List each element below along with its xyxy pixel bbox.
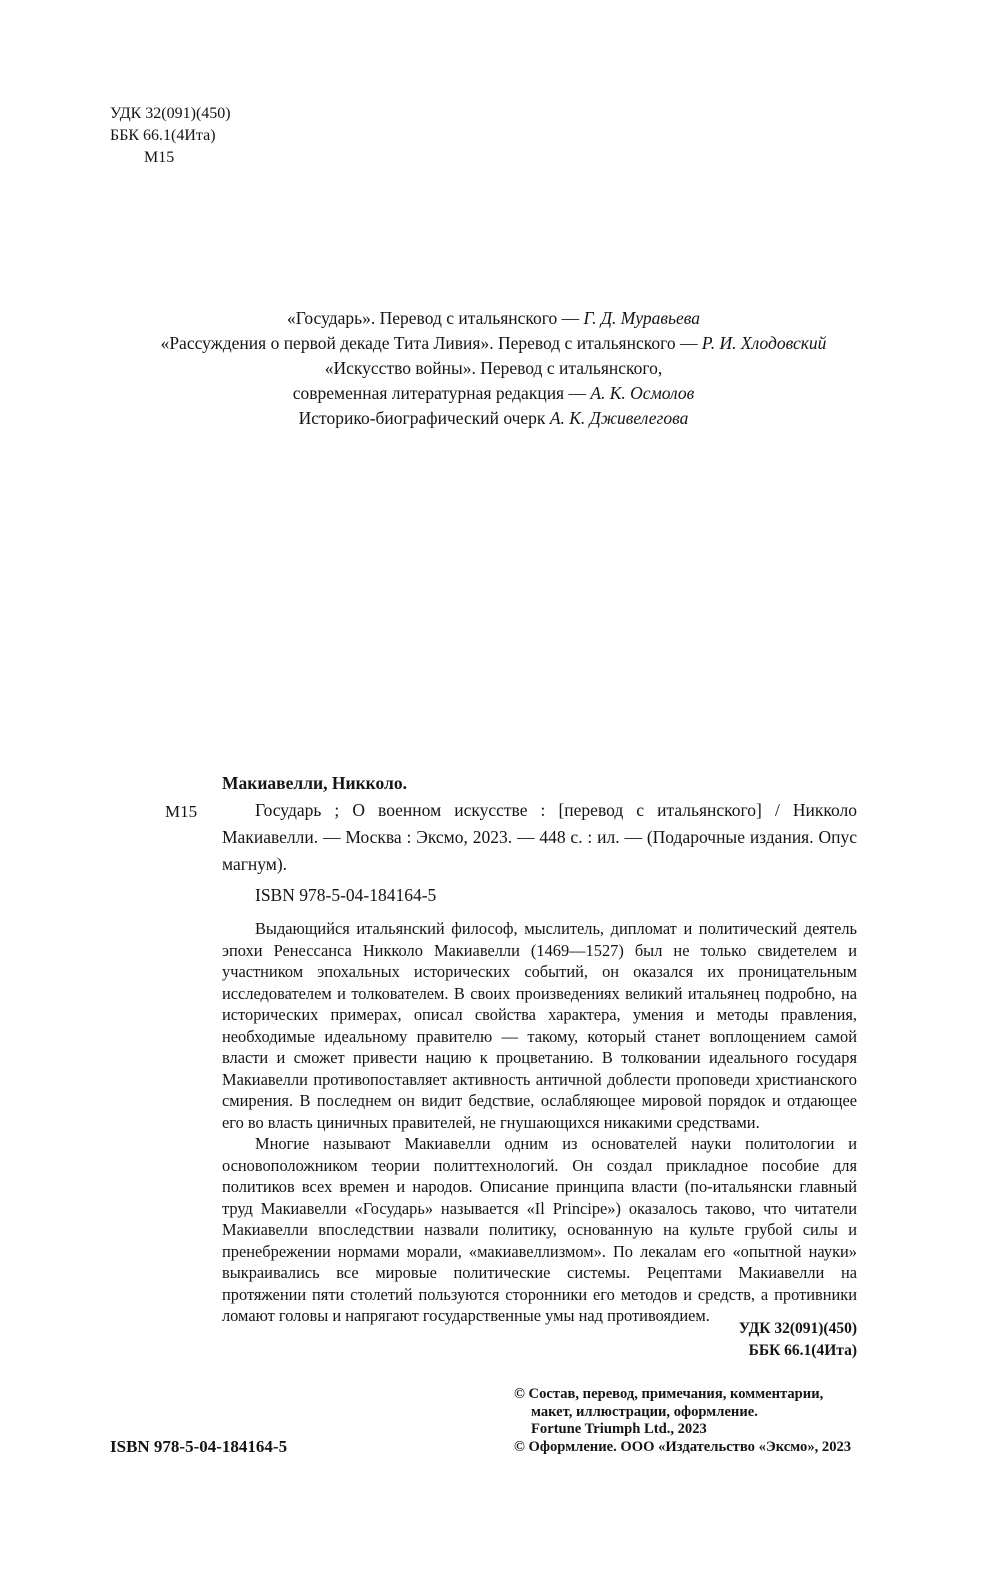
credit-line [0, 381, 987, 406]
credit-text: современная литературная редакция — [292, 383, 591, 403]
isbn-bottom: ISBN 978-5-04-184164-5 [110, 1437, 288, 1456]
top-classification-block [110, 103, 231, 169]
annotation-paragraph-1: Выдающийся итальянский философ, мыслитель, дипломат и политический деятель эпохи Ренессанса Никколо Макиавелли (1469—1527) был не только свидетелем и участником эпохальных исторических событий, он оказался их проницательным исследователем и толкователем. В своих произведениях великий итальянец подробно, на исторических примерах, описал свойства характера, умения и методы правления, необходимые идеальному правителю — такому, который станет воплощением самой власти и сможет привести нацию к процветанию. В толковании идеального государя Макиавелли противопоставляет активность античной доблести проповеди христианского смирения. В последнем он видит бедствие, ослабляющее мировой порядок и отдающее его во власть циничных правителей, не гнушающихся никакими средствами. [222, 919, 857, 1132]
credit-translator-name: Р. И. Хлодовский [701, 333, 827, 353]
translators-credits [0, 306, 987, 431]
author-sign-margin: М15 [165, 802, 198, 821]
copyright-line-1: © Состав, перевод, примечания, комментарии, [514, 1386, 824, 1402]
credit-line [0, 306, 987, 331]
bbk-code-top: ББК 66.1(4Ита) [110, 127, 216, 144]
annotation-block [222, 918, 857, 1327]
catalog-description: Государь ; О военном искусстве : [перевод с итальянского] / Никколо Макиавелли. — Москва : Эксмо, 2023. — 448 с. : ил. — (Подарочные издания. Опус магнум). [222, 800, 857, 874]
catalog-isbn: ISBN 978-5-04-184164-5 [255, 885, 437, 905]
credit-translator-name: Г. Д. Муравьева [583, 308, 700, 328]
annotation-paragraph-2: Многие называют Макиавелли одним из основателей науки политологии и основоположником теории политтехнологий. Он создал прикладное пособие для политиков всех времен и народов. Описание принципа власти (по-итальянски главный труд Макиавелли «Государь» называется «Il Principe») оказалось таково, что читатели Макиавелли впоследствии назвали политику, основанную на культе грубой силы и пренебрежении нормами морали, «макиавеллизмом». По лекалам его «опытной науки» выкраивались все мировые политические системы. Рецептами Макиавелли на протяжении пяти столетий пользуются сторонники его методов и средств, а противники ломают головы и напрягают государственные умы над противоядием. [222, 1134, 857, 1325]
udk-code-top: УДК 32(091)(450) [110, 105, 231, 122]
credit-text: «Государь». Перевод с итальянского — [287, 308, 584, 328]
bbk-code-bottom: ББК 66.1(4Ита) [748, 1342, 857, 1359]
udk-code-bottom: УДК 32(091)(450) [738, 1320, 857, 1337]
credit-line [0, 356, 987, 381]
bottom-classification-block [739, 1318, 857, 1362]
credit-translator-name: А. К. Осмолов [590, 383, 695, 403]
credit-line [0, 331, 987, 356]
credit-text: «Искусство войны». Перевод с итальянского, [324, 358, 663, 378]
copyright-line-3: Fortune Triumph Ltd., 2023 [531, 1421, 707, 1438]
author-sign-top: М15 [144, 149, 175, 166]
catalog-author: Макиавелли, Никколо. [222, 773, 407, 793]
credit-line [0, 406, 987, 431]
copyright-line-4: © Оформление. ООО «Издательство «Эксмо», 2023 [514, 1438, 852, 1455]
copyright-line-2: макет, иллюстрации, оформление. [531, 1403, 758, 1420]
bibliographic-record [165, 770, 857, 909]
credit-text: Историко-биографический очерк [298, 408, 550, 428]
credit-text: «Рассуждения о первой декаде Тита Ливия». Перевод с итальянского — [160, 333, 702, 353]
copyright-notices [514, 1386, 851, 1456]
credit-translator-name: А. К. Дживелегова [549, 408, 689, 428]
